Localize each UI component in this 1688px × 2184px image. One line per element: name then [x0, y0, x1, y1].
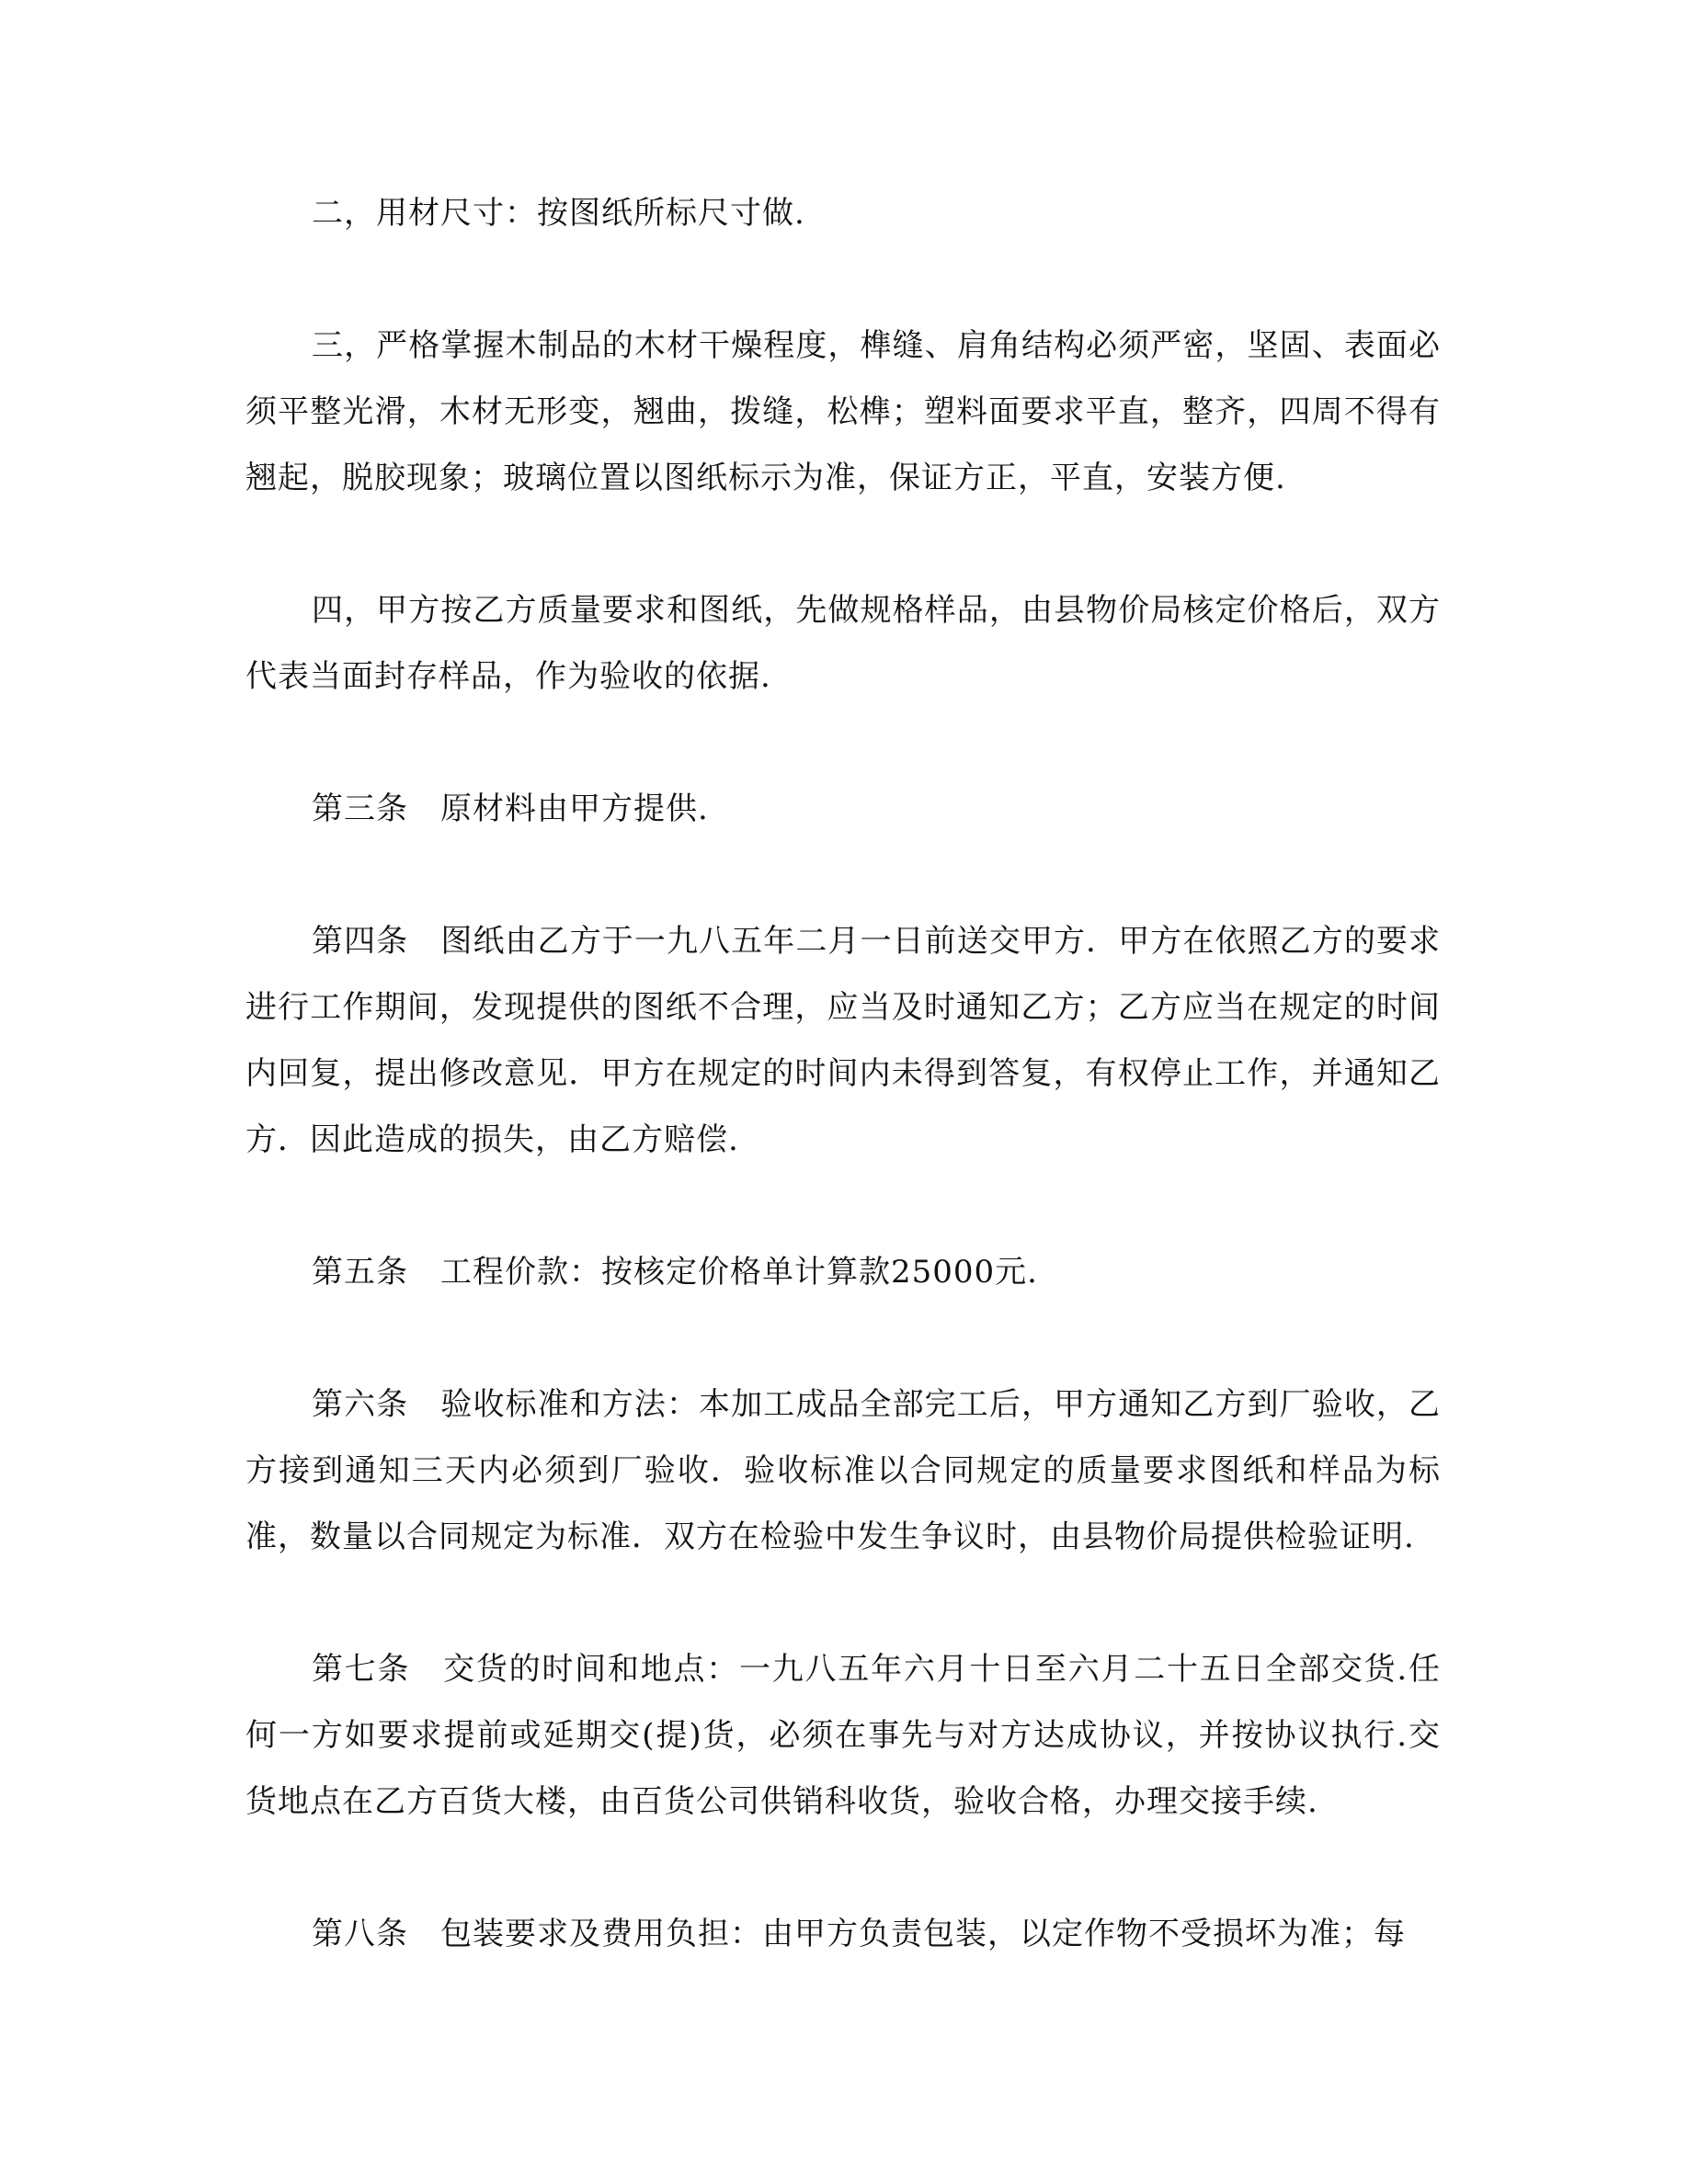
- paragraph-item-2: 二，用材尺寸：按图纸所标尺寸做.: [312, 195, 805, 232]
- paragraph-gap: [245, 1835, 1441, 1901]
- paragraph-gap: [245, 842, 1441, 908]
- article-5: 第五条 工程价款：按核定价格单计算款25000元.: [312, 1254, 1038, 1291]
- paragraph-gap: [245, 511, 1441, 577]
- article-7: 第七条 交货的时间和地点：一九八五年六月十日至六月二十五日全部交货.任何一方如要求提前或延期交(提)货，必须在事先与对方达成协议，并按协议执行.交货地点在乙方百货大楼，由百货公司供销科收货，验收合格，办理交接手续.: [245, 1651, 1441, 1820]
- document-body: [245, 180, 1441, 1967]
- paragraph-gap: [245, 1570, 1441, 1636]
- article-6: 第六条 验收标准和方法：本加工成品全部完工后，甲方通知乙方到厂验收，乙方接到通知三天内必须到厂验收．验收标准以合同规定的质量要求图纸和样品为标准，数量以合同规定为标准．双方在检验中发生争议时，由县物价局提供检验证明.: [245, 1386, 1441, 1555]
- article-4: 第四条 图纸由乙方于一九八五年二月一日前送交甲方．甲方在依照乙方的要求进行工作期间，发现提供的图纸不合理，应当及时通知乙方；乙方应当在规定的时间内回复，提出修改意见．甲方在规定的时间内未得到答复，有权停止工作，并通知乙方．因此造成的损失，由乙方赔偿.: [245, 923, 1441, 1158]
- article-8: 第八条 包装要求及费用负担：由甲方负责包装，以定作物不受损坏为准；每: [312, 1916, 1406, 1952]
- paragraph-gap: [245, 1305, 1441, 1371]
- paragraph-item-3: 三，严格掌握木制品的木材干燥程度，榫缝、肩角结构必须严密，坚固、表面必须平整光滑，木材无形变，翘曲，拨缝，松榫；塑料面要求平直，整齐，四周不得有翘起，脱胶现象；玻璃位置以图纸标示为准，保证方正，平直，安装方便.: [245, 327, 1441, 496]
- paragraph-gap: [245, 246, 1441, 313]
- article-3: 第三条 原材料由甲方提供.: [312, 791, 709, 827]
- paragraph-gap: [245, 710, 1441, 776]
- paragraph-item-4: 四，甲方按乙方质量要求和图纸，先做规格样品，由县物价局核定价格后，双方代表当面封存样品，作为验收的依据.: [245, 592, 1441, 695]
- paragraph-gap: [245, 1173, 1441, 1239]
